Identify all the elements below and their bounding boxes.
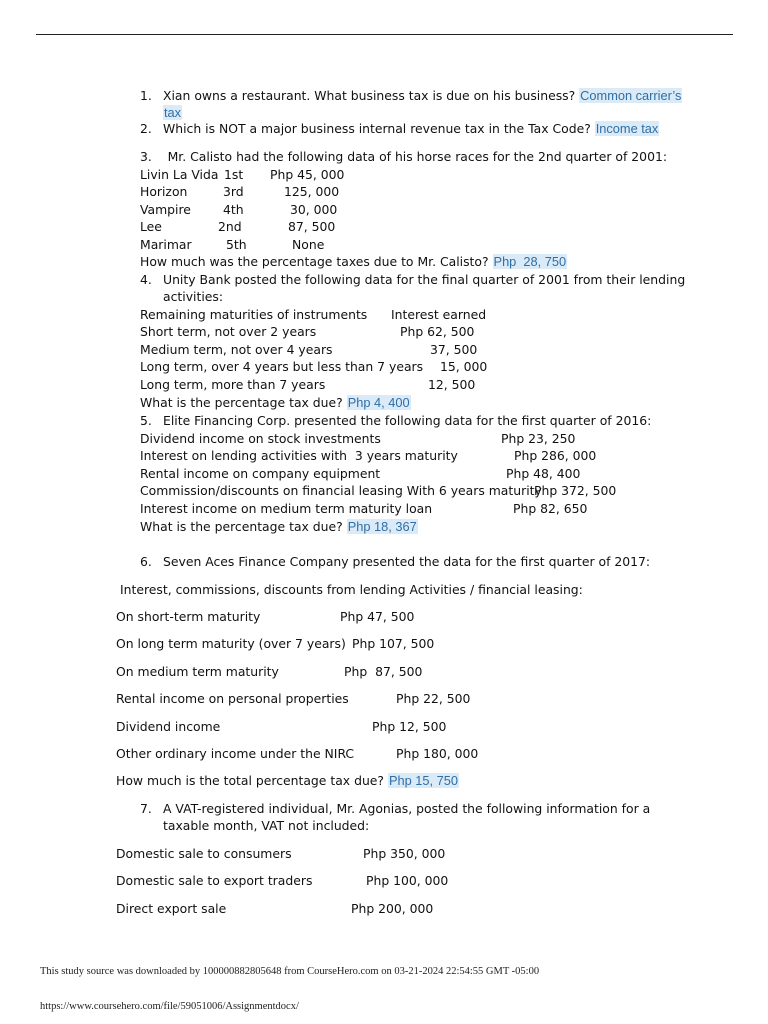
q4-row-amount: 15, 000: [440, 359, 488, 374]
q3-row-amount: None: [292, 237, 325, 252]
q5-answer: Php 18, 367: [347, 519, 417, 534]
q4-text-line2: activities:: [163, 289, 224, 304]
q4-question-line: [140, 394, 411, 411]
q3-row-amount: 125, 000: [284, 184, 340, 199]
q3-question-line: [140, 253, 567, 270]
q7-row-label: Domestic sale to consumers: [116, 846, 292, 861]
q4-row-label: Short term, not over 2 years: [140, 324, 317, 339]
q4-header-right: Interest earned: [391, 307, 487, 322]
q5-row-label: Interest on lending activities with 3 years maturity: [140, 448, 458, 463]
q3-row-amount: 87, 500: [288, 219, 336, 234]
q4-question: What is the percentage tax due?: [140, 395, 343, 410]
q5-row-label: Dividend income on stock investments: [140, 431, 381, 446]
q1-question: Xian owns a restaurant. What business tax is due on his business?: [163, 88, 576, 103]
q2-answer: Income tax: [595, 121, 659, 136]
q6-row-amount: Php 47, 500: [340, 609, 415, 624]
download-notice: This study source was downloaded by 100000882805648 from CourseHero.com on 03-21-2024 22:54:55 GMT -05:00: [40, 966, 540, 977]
q3-intro: 3. Mr. Calisto had the following data of his horse races for the 2nd quarter of 2001:: [140, 149, 668, 164]
q6-subhead: Interest, commissions, discounts from lending Activities / financial leasing:: [120, 582, 583, 597]
q5-row-amount: Php 372, 500: [534, 483, 617, 498]
q6-row-amount: Php 107, 500: [352, 636, 435, 651]
q6-text: Seven Aces Finance Company presented the data for the first quarter of 2017:: [163, 554, 651, 569]
q4-header-left: Remaining maturities of instruments: [140, 307, 368, 322]
q2-text: [163, 120, 659, 137]
q7-row-amount: Php 100, 000: [366, 873, 449, 888]
q1-text: [163, 87, 682, 104]
q7-row-label: Domestic sale to export traders: [116, 873, 313, 888]
q3-answer: Php 28, 750: [493, 254, 567, 269]
q3-row-place: 3rd: [223, 184, 244, 199]
q4-row-amount: Php 62, 500: [400, 324, 475, 339]
q4-row-label: Long term, over 4 years but less than 7 years: [140, 359, 424, 374]
q5-text: Elite Financing Corp. presented the following data for the first quarter of 2016:: [163, 413, 652, 428]
q3-row-name: Lee: [140, 219, 162, 234]
q6-row-label: Rental income on personal properties: [116, 691, 349, 706]
q4-answer: Php 4, 400: [347, 395, 410, 410]
q5-row-label: Commission/discounts on financial leasing With 6 years maturity: [140, 483, 542, 498]
q3-row-place: 1st: [224, 167, 244, 182]
q5-row-amount: Php 23, 250: [501, 431, 576, 446]
q6-row-label: Other ordinary income under the NIRC: [116, 746, 355, 761]
q7-number: 7.: [140, 801, 152, 816]
q3-row-amount: Php 45, 000: [270, 167, 345, 182]
q6-row-amount: Php 180, 000: [396, 746, 479, 761]
source-url-link[interactable]: https://www.coursehero.com/file/59051006/Assignmentdocx/: [40, 1001, 299, 1012]
q3-question: How much was the percentage taxes due to Mr. Calisto?: [140, 254, 489, 269]
q4-row-label: Medium term, not over 4 years: [140, 342, 333, 357]
q1-answer-line1: Common carrier’s: [580, 88, 682, 103]
q3-row-place: 4th: [223, 202, 244, 217]
q7-row-label: Direct export sale: [116, 901, 227, 916]
q7-text-line1: A VAT-registered individual, Mr. Agonias, posted the following information for a: [163, 801, 651, 816]
q6-answer: Php 15, 750: [388, 773, 458, 788]
q6-row-label: On short-term maturity: [116, 609, 261, 624]
q3-row-name: Marimar: [140, 237, 192, 252]
q4-text-line1: Unity Bank posted the following data for the final quarter of 2001 from their lending: [163, 272, 686, 287]
q5-question-line: [140, 518, 418, 535]
q6-row-label: On long term maturity (over 7 years): [116, 636, 346, 651]
q6-row-label: Dividend income: [116, 719, 221, 734]
q6-row-amount: Php 22, 500: [396, 691, 471, 706]
q2-number: 2.: [140, 121, 152, 136]
q4-number: 4.: [140, 272, 152, 287]
q5-row-label: Interest income on medium term maturity loan: [140, 501, 433, 516]
q1-number: 1.: [140, 88, 152, 103]
q7-row-amount: Php 350, 000: [363, 846, 446, 861]
q1-answer-line2: tax: [164, 105, 182, 120]
q6-row-amount: Php 12, 500: [372, 719, 447, 734]
q3-row-amount: 30, 000: [290, 202, 338, 217]
q6-number: 6.: [140, 554, 152, 569]
q3-row-name: Horizon: [140, 184, 188, 199]
top-rule: [36, 34, 733, 35]
q6-question-line: [116, 772, 459, 789]
q6-row-amount: Php 87, 500: [344, 664, 423, 679]
q5-row-amount: Php 48, 400: [506, 466, 581, 481]
q5-question: What is the percentage tax due?: [140, 519, 343, 534]
q5-row-label: Rental income on company equipment: [140, 466, 381, 481]
q3-row-name: Livin La Vida: [140, 167, 219, 182]
q3-row-place: 2nd: [218, 219, 242, 234]
q4-row-amount: 12, 500: [428, 377, 476, 392]
q5-number: 5.: [140, 413, 152, 428]
q3-row-place: 5th: [226, 237, 247, 252]
q6-question: How much is the total percentage tax due?: [116, 773, 384, 788]
q2-question: Which is NOT a major business internal revenue tax in the Tax Code?: [163, 121, 591, 136]
q1-text-line2: [163, 104, 182, 121]
q4-row-label: Long term, more than 7 years: [140, 377, 326, 392]
q5-row-amount: Php 286, 000: [514, 448, 597, 463]
q6-row-label: On medium term maturity: [116, 664, 279, 679]
q7-row-amount: Php 200, 000: [351, 901, 434, 916]
q4-row-amount: 37, 500: [430, 342, 478, 357]
q5-row-amount: Php 82, 650: [513, 501, 588, 516]
q7-text-line2: taxable month, VAT not included:: [163, 818, 370, 833]
q3-row-name: Vampire: [140, 202, 191, 217]
